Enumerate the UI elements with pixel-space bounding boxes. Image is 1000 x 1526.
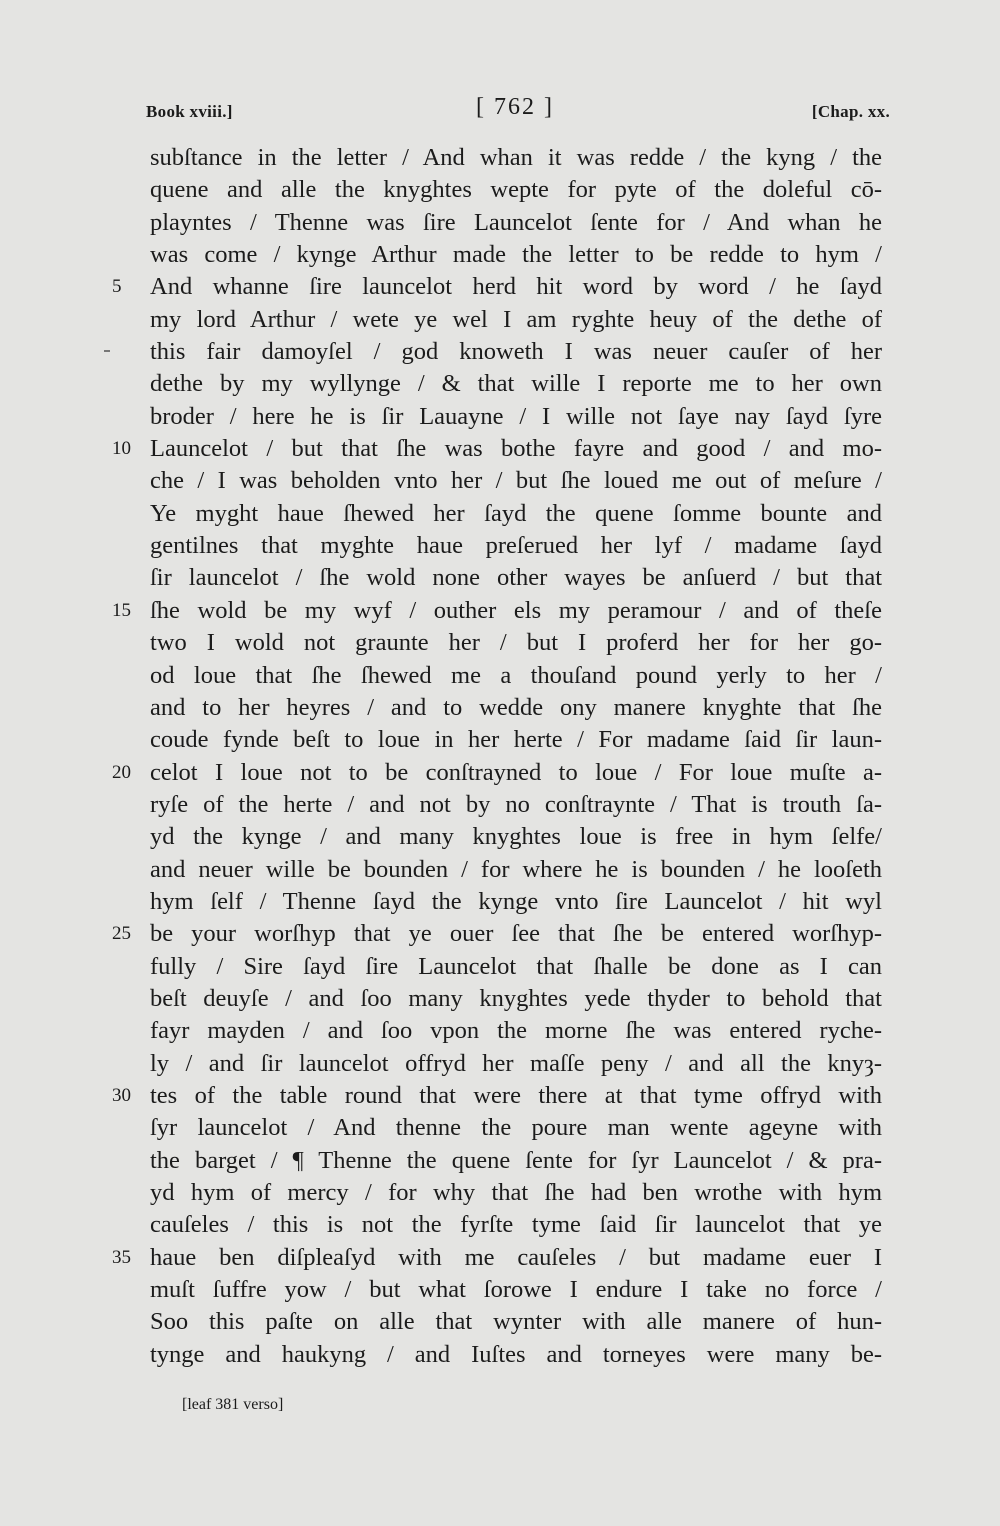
text-line — [112, 1080, 882, 1112]
text-line — [112, 918, 882, 950]
running-header — [0, 94, 1000, 134]
line-text: be your worſhyp that ye ouer ſee that ſhe be entered worſhyp- — [150, 920, 882, 948]
line-text: Launcelot / but that ſhe was bothe fayre and good / and mo- — [150, 435, 882, 463]
line-number: 10 — [112, 438, 131, 460]
text-line — [112, 595, 882, 627]
line-text: the barget / ¶ Thenne the quene ſente for ſyr Launcelot / & pra- — [150, 1146, 882, 1174]
text-line — [150, 562, 882, 594]
text-line — [150, 789, 882, 821]
line-text: quene and alle the knyghtes wepte for pyte of the doleful cō- — [150, 176, 882, 204]
body-text — [112, 142, 882, 1371]
text-line — [150, 1145, 882, 1177]
text-line — [150, 1048, 882, 1080]
margin-mark — [104, 350, 110, 352]
line-text: And whanne ſire launcelot herd hit word by word / he ſayd — [150, 273, 882, 301]
line-text: and to her heyres / and to wedde ony manere knyghte that ſhe — [150, 693, 882, 721]
line-text: fayr mayden / and ſoo vpon the morne ſhe was entered ryche- — [150, 1017, 882, 1045]
text-line — [150, 174, 882, 206]
text-line — [150, 239, 882, 271]
line-text: beſt deuyſe / and ſoo many knyghtes yede thyder to behold that — [150, 984, 882, 1012]
line-text: ryſe of the herte / and not by no conſtraynte / That is trouth ſa- — [150, 790, 882, 818]
text-line — [150, 692, 882, 724]
line-text: che / I was beholden vnto her / but ſhe loued me out of meſure / — [150, 467, 882, 495]
line-text: Ye myght haue ſhewed her ſayd the quene ſomme bounte and — [150, 499, 882, 527]
text-line — [150, 660, 882, 692]
text-line — [150, 1112, 882, 1144]
line-text: od loue that ſhe ſhewed me a thouſand pound yerly to her / — [150, 661, 882, 689]
text-line — [150, 724, 882, 756]
line-text: celot I loue not to be conſtrayned to loue / For loue muſte a- — [150, 758, 882, 786]
line-text: muſt ſuffre yow / but what ſorowe I endure I take no force / — [150, 1276, 882, 1304]
page-number: [ 762 ] — [476, 94, 554, 120]
line-text: subſtance in the letter / And whan it was redde / the kyng / the — [150, 144, 882, 171]
line-text: broder / here he is ſir Lauayne / I wille not ſaye nay ſayd ſyre — [150, 402, 882, 430]
text-line — [150, 854, 882, 886]
text-line — [150, 1177, 882, 1209]
line-number: 25 — [112, 923, 131, 945]
text-line — [150, 1209, 882, 1241]
chapter-number: [Chap. xx. — [811, 102, 890, 121]
line-text: cauſeles / this is not the fyrſte tyme ſaid ſir launcelot that ye — [150, 1211, 882, 1239]
text-line — [150, 207, 882, 239]
line-number: 30 — [112, 1084, 131, 1106]
line-text: fully / Sire ſayd ſire Launcelot that ſhalle be done as I can — [150, 952, 882, 980]
text-line — [150, 821, 882, 853]
text-line — [150, 304, 882, 336]
line-number: 35 — [112, 1246, 131, 1268]
text-line — [150, 465, 882, 497]
text-line — [150, 1306, 882, 1338]
book-number: Book xviii.] — [146, 102, 233, 121]
text-line — [150, 1339, 882, 1371]
text-line — [150, 336, 882, 368]
text-line — [150, 530, 882, 562]
line-text: gentilnes that myghte haue preſerued her lyf / madame ſayd — [150, 532, 882, 560]
line-text: was come / kynge Arthur made the letter to be redde to hym / — [150, 241, 882, 269]
line-text: yd the kynge / and many knyghtes loue is free in hym ſelfe/ — [150, 823, 882, 851]
text-line — [150, 368, 882, 400]
text-line — [112, 433, 882, 465]
line-text: hym ſelf / Thenne ſayd the kynge vnto ſire Launcelot / hit wyl — [150, 887, 882, 915]
line-number: 15 — [112, 599, 131, 621]
text-line — [150, 142, 882, 174]
text-line — [150, 1274, 882, 1306]
line-number: 20 — [112, 761, 131, 783]
text-line — [150, 886, 882, 918]
text-line — [112, 1242, 882, 1274]
line-text: ly / and ſir launcelot offryd her maſſe peny / and all the knyȝ- — [150, 1049, 882, 1077]
line-text: two I wold not graunte her / but I proferd her for her go- — [150, 629, 882, 657]
line-text: my lord Arthur / wete ye wel I am ryghte heuy of the dethe of — [150, 305, 882, 333]
line-text: Soo this paſte on alle that wynter with alle manere of hun- — [150, 1308, 882, 1336]
text-line — [150, 951, 882, 983]
line-text: tynge and haukyng / and Iuſtes and torneyes were many be- — [150, 1340, 882, 1368]
line-text: ſhe wold be my wyf / outher els my peramour / and of theſe — [150, 596, 882, 624]
line-text: ſir launcelot / ſhe wold none other wayes be anſuerd / but that — [150, 564, 882, 592]
text-line — [150, 1015, 882, 1047]
line-text: this fair damoyſel / god knoweth I was neuer cauſer of her — [150, 338, 882, 366]
line-text: haue ben diſpleaſyd with me cauſeles / but madame euer I — [150, 1243, 882, 1271]
text-line — [150, 498, 882, 530]
text-line — [150, 401, 882, 433]
text-line — [112, 757, 882, 789]
leaf-note: [leaf 381 verso] — [182, 1396, 284, 1413]
line-text: tes of the table round that were there at that tyme offryd with — [150, 1081, 882, 1109]
line-text: and neuer wille be bounden / for where he is bounden / he looſeth — [150, 855, 882, 883]
line-text: playntes / Thenne was ſire Launcelot ſente for / And whan he — [150, 208, 882, 236]
text-line — [112, 271, 882, 303]
line-text: ſyr launcelot / And thenne the poure man wente ageyne with — [150, 1114, 882, 1142]
line-text: dethe by my wyllynge / & that wille I reporte me to her own — [150, 370, 882, 398]
text-line — [150, 983, 882, 1015]
line-text: yd hym of mercy / for why that ſhe had ben wrothe with hym — [150, 1179, 882, 1206]
line-number: 5 — [112, 276, 122, 298]
line-text: coude fynde beſt to loue in her herte / For madame ſaid ſir laun- — [150, 726, 882, 754]
text-line — [150, 627, 882, 659]
